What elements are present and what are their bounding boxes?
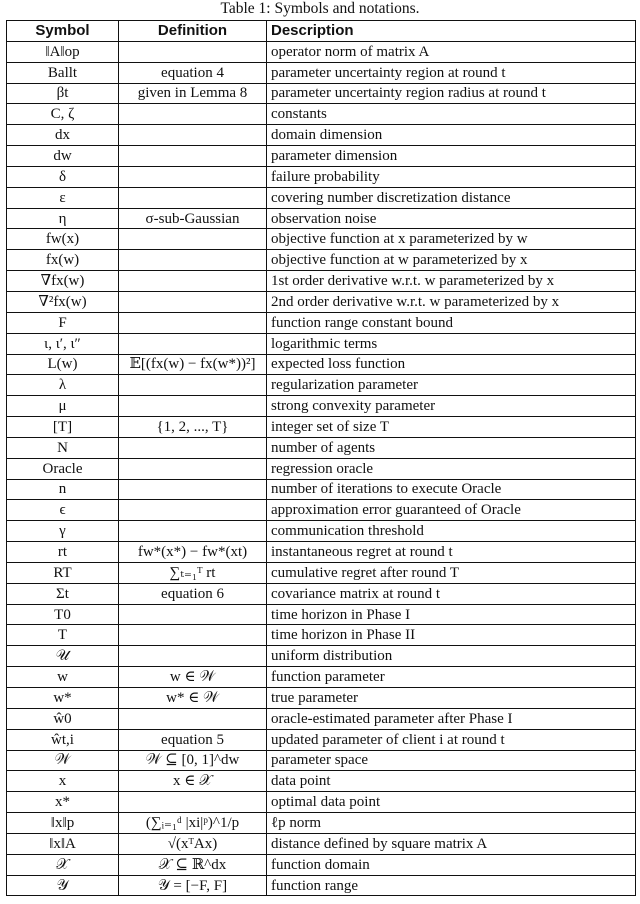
table-row xyxy=(7,354,636,375)
table-row xyxy=(7,166,636,187)
symbol-cell: x xyxy=(7,771,119,792)
description-cell: true parameter xyxy=(267,688,636,709)
definition-cell: 𝔼[(fx(w) − fx(w*))²] xyxy=(119,354,267,375)
symbol-cell: ι, ι′, ι″ xyxy=(7,333,119,354)
symbol-cell: RT xyxy=(7,562,119,583)
description-cell: objective function at w parameterized by x xyxy=(267,250,636,271)
definition-cell: (∑ᵢ₌₁ᵈ |xi|ᵖ)^1/p xyxy=(119,813,267,834)
table-row xyxy=(7,396,636,417)
description-cell: parameter space xyxy=(267,750,636,771)
table-row xyxy=(7,146,636,167)
definition-cell: equation 5 xyxy=(119,729,267,750)
symbol-cell: 𝒳 xyxy=(7,854,119,875)
description-cell: time horizon in Phase I xyxy=(267,604,636,625)
table-row xyxy=(7,521,636,542)
description-cell: logarithmic terms xyxy=(267,333,636,354)
definition-cell: equation 4 xyxy=(119,62,267,83)
definition-cell: σ-sub-Gaussian xyxy=(119,208,267,229)
description-cell: observation noise xyxy=(267,208,636,229)
symbol-cell: F xyxy=(7,312,119,333)
definition-cell xyxy=(119,500,267,521)
table-caption: Table 1: Symbols and notations. xyxy=(220,0,420,17)
symbol-cell: w xyxy=(7,667,119,688)
table-row xyxy=(7,291,636,312)
symbol-cell: ŵt,i xyxy=(7,729,119,750)
definition-cell: {1, 2, ..., T} xyxy=(119,417,267,438)
description-cell: function domain xyxy=(267,854,636,875)
definition-cell xyxy=(119,458,267,479)
table-row xyxy=(7,479,636,500)
definition-cell xyxy=(119,375,267,396)
symbol-cell: Σt xyxy=(7,583,119,604)
definition-cell: w ∈ 𝒲 xyxy=(119,667,267,688)
table-row xyxy=(7,688,636,709)
table-row xyxy=(7,792,636,813)
definition-cell xyxy=(119,479,267,500)
symbol-cell: λ xyxy=(7,375,119,396)
definition-cell xyxy=(119,187,267,208)
description-cell: function parameter xyxy=(267,667,636,688)
table-row xyxy=(7,271,636,292)
definition-cell: 𝒳 ⊆ ℝ^dx xyxy=(119,854,267,875)
description-cell: parameter dimension xyxy=(267,146,636,167)
description-cell: 2nd order derivative w.r.t. w parameterized by x xyxy=(267,291,636,312)
table-body xyxy=(7,41,636,896)
table-row xyxy=(7,583,636,604)
definition-cell xyxy=(119,166,267,187)
description-cell: function range xyxy=(267,875,636,896)
definition-cell xyxy=(119,146,267,167)
symbol-cell: rt xyxy=(7,542,119,563)
table-row xyxy=(7,729,636,750)
description-cell: objective function at x parameterized by w xyxy=(267,229,636,250)
definition-cell xyxy=(119,625,267,646)
symbol-cell: dw xyxy=(7,146,119,167)
table-row xyxy=(7,229,636,250)
definition-cell: equation 6 xyxy=(119,583,267,604)
description-cell: time horizon in Phase II xyxy=(267,625,636,646)
table-row xyxy=(7,708,636,729)
symbol-cell: Oracle xyxy=(7,458,119,479)
table-row xyxy=(7,83,636,104)
table-row xyxy=(7,62,636,83)
definition-cell xyxy=(119,125,267,146)
definition-cell xyxy=(119,312,267,333)
symbol-cell: fx(w) xyxy=(7,250,119,271)
definition-cell: w* ∈ 𝒲 xyxy=(119,688,267,709)
description-cell: covariance matrix at round t xyxy=(267,583,636,604)
description-cell: data point xyxy=(267,771,636,792)
description-cell: regularization parameter xyxy=(267,375,636,396)
symbol-cell: C, ζ xyxy=(7,104,119,125)
table-row xyxy=(7,125,636,146)
symbol-cell: T xyxy=(7,625,119,646)
table-row xyxy=(7,833,636,854)
symbol-cell: ∇²fx(w) xyxy=(7,291,119,312)
description-cell: parameter uncertainty region radius at round t xyxy=(267,83,636,104)
description-cell: approximation error guaranteed of Oracle xyxy=(267,500,636,521)
table-row xyxy=(7,41,636,62)
table-row xyxy=(7,875,636,896)
symbol-cell: 𝒴 xyxy=(7,875,119,896)
symbol-cell: 𝒰 xyxy=(7,646,119,667)
description-cell: function range constant bound xyxy=(267,312,636,333)
table-row xyxy=(7,646,636,667)
symbol-cell: T0 xyxy=(7,604,119,625)
definition-cell: ∑ₜ₌₁ᵀ rt xyxy=(119,562,267,583)
table-row xyxy=(7,750,636,771)
definition-cell xyxy=(119,708,267,729)
header-symbol: Symbol xyxy=(7,21,119,42)
definition-cell xyxy=(119,104,267,125)
table-row xyxy=(7,333,636,354)
table-row xyxy=(7,771,636,792)
table-row xyxy=(7,187,636,208)
symbol-cell: μ xyxy=(7,396,119,417)
table-row xyxy=(7,604,636,625)
description-cell: optimal data point xyxy=(267,792,636,813)
header-description: Description xyxy=(267,21,636,42)
description-cell: covering number discretization distance xyxy=(267,187,636,208)
definition-cell xyxy=(119,271,267,292)
table-row xyxy=(7,500,636,521)
symbol-cell: x* xyxy=(7,792,119,813)
definition-cell: √(xᵀAx) xyxy=(119,833,267,854)
symbol-cell: βt xyxy=(7,83,119,104)
definition-cell xyxy=(119,604,267,625)
table-row xyxy=(7,437,636,458)
description-cell: expected loss function xyxy=(267,354,636,375)
table-row xyxy=(7,562,636,583)
table-row xyxy=(7,458,636,479)
symbol-cell: ‖A‖op xyxy=(7,41,119,62)
description-cell: failure probability xyxy=(267,166,636,187)
definition-cell xyxy=(119,521,267,542)
description-cell: uniform distribution xyxy=(267,646,636,667)
definition-cell: fw*(x*) − fw*(xt) xyxy=(119,542,267,563)
symbol-cell: 𝒲 xyxy=(7,750,119,771)
description-cell: regression oracle xyxy=(267,458,636,479)
description-cell: number of agents xyxy=(267,437,636,458)
definition-cell xyxy=(119,437,267,458)
description-cell: ℓp norm xyxy=(267,813,636,834)
symbol-cell: ε xyxy=(7,187,119,208)
definition-cell xyxy=(119,250,267,271)
symbol-cell: w* xyxy=(7,688,119,709)
description-cell: parameter uncertainty region at round t xyxy=(267,62,636,83)
table-row xyxy=(7,813,636,834)
table-header-row xyxy=(7,21,636,42)
symbol-cell: γ xyxy=(7,521,119,542)
definition-cell: 𝒲 ⊆ [0, 1]^dw xyxy=(119,750,267,771)
table-row xyxy=(7,312,636,333)
description-cell: operator norm of matrix A xyxy=(267,41,636,62)
symbol-cell: fw(x) xyxy=(7,229,119,250)
symbol-cell: ϵ xyxy=(7,500,119,521)
table-row xyxy=(7,208,636,229)
symbol-cell: ‖x‖A xyxy=(7,833,119,854)
symbol-cell: N xyxy=(7,437,119,458)
symbol-cell: δ xyxy=(7,166,119,187)
definition-cell: x ∈ 𝒳 xyxy=(119,771,267,792)
definition-cell xyxy=(119,229,267,250)
table-row xyxy=(7,250,636,271)
table-row xyxy=(7,375,636,396)
description-cell: oracle-estimated parameter after Phase I xyxy=(267,708,636,729)
table-row xyxy=(7,104,636,125)
table-row xyxy=(7,417,636,438)
table-row xyxy=(7,667,636,688)
header-definition: Definition xyxy=(119,21,267,42)
definition-cell xyxy=(119,291,267,312)
symbol-cell: Ballt xyxy=(7,62,119,83)
description-cell: 1st order derivative w.r.t. w parameterized by x xyxy=(267,271,636,292)
definition-cell xyxy=(119,646,267,667)
definition-cell xyxy=(119,333,267,354)
symbol-cell: dx xyxy=(7,125,119,146)
symbol-cell: [T] xyxy=(7,417,119,438)
description-cell: communication threshold xyxy=(267,521,636,542)
description-cell: number of iterations to execute Oracle xyxy=(267,479,636,500)
description-cell: distance defined by square matrix A xyxy=(267,833,636,854)
definition-cell: 𝒴 = [−F, F] xyxy=(119,875,267,896)
definition-cell xyxy=(119,396,267,417)
symbol-cell: ŵ0 xyxy=(7,708,119,729)
symbol-cell: ∇fx(w) xyxy=(7,271,119,292)
definition-cell xyxy=(119,41,267,62)
table-row xyxy=(7,854,636,875)
description-cell: instantaneous regret at round t xyxy=(267,542,636,563)
description-cell: cumulative regret after round T xyxy=(267,562,636,583)
table-row xyxy=(7,542,636,563)
table-row xyxy=(7,625,636,646)
description-cell: constants xyxy=(267,104,636,125)
definition-cell: given in Lemma 8 xyxy=(119,83,267,104)
description-cell: integer set of size T xyxy=(267,417,636,438)
symbol-cell: L(w) xyxy=(7,354,119,375)
symbol-cell: η xyxy=(7,208,119,229)
description-cell: updated parameter of client i at round t xyxy=(267,729,636,750)
definition-cell xyxy=(119,792,267,813)
description-cell: strong convexity parameter xyxy=(267,396,636,417)
symbol-cell: ‖x‖p xyxy=(7,813,119,834)
description-cell: domain dimension xyxy=(267,125,636,146)
notation-table xyxy=(6,20,636,896)
symbol-cell: n xyxy=(7,479,119,500)
